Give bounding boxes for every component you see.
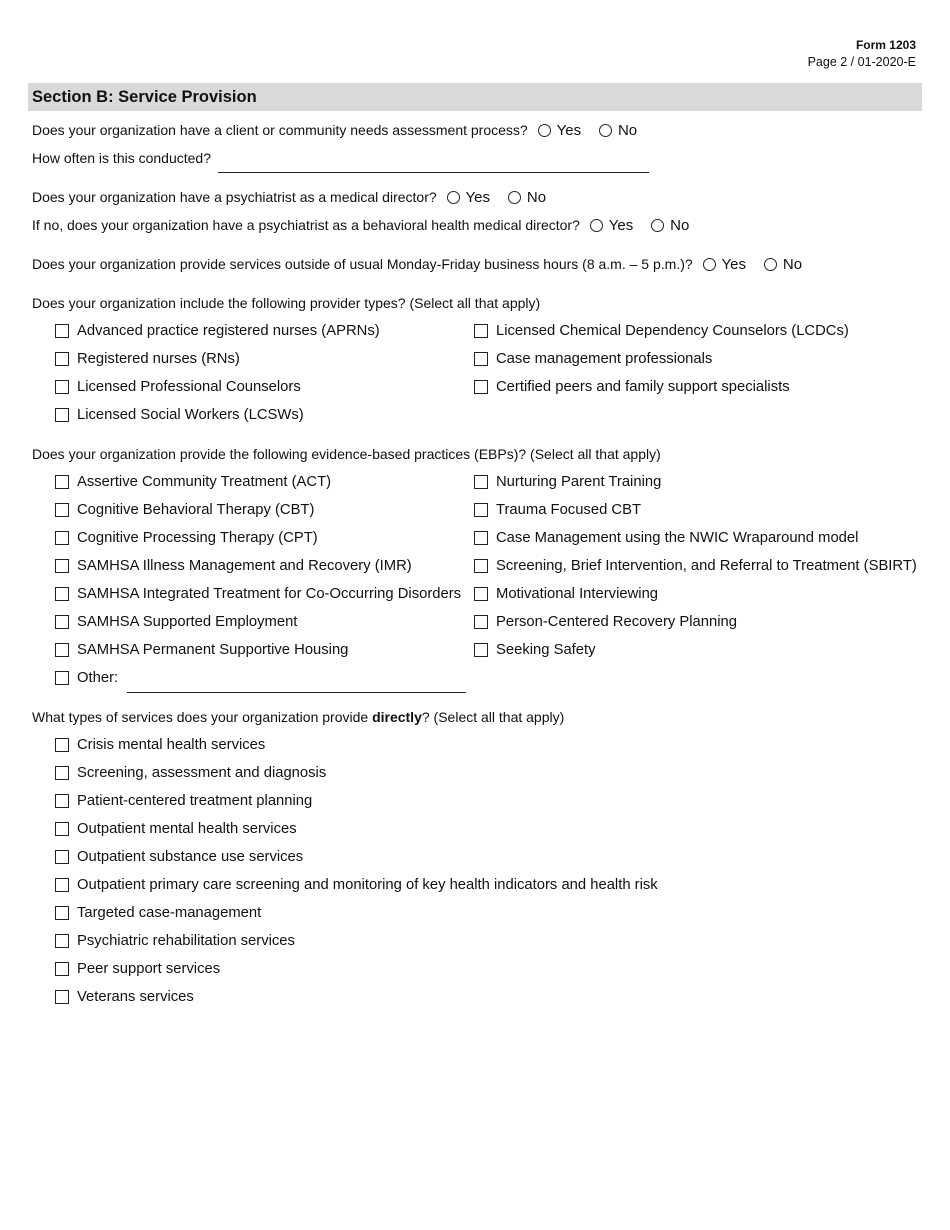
assessment-question — [32, 122, 637, 139]
psychiatrist-yes-option[interactable] — [447, 189, 490, 206]
hours-yes-label: Yes — [721, 256, 747, 273]
checkbox[interactable] — [55, 559, 69, 573]
checkbox-label: Licensed Social Workers (LCSWs) — [77, 407, 304, 423]
checkbox[interactable] — [55, 615, 69, 629]
bh-director-question — [32, 217, 689, 234]
psychiatrist-question-text: Does your organization have a psychiatrist as a medical director? — [32, 189, 437, 205]
bh-director-no-radio[interactable] — [651, 219, 664, 232]
ebp-other-label: Other: — [77, 670, 119, 686]
psychiatrist-no-option[interactable] — [508, 189, 546, 206]
services-question-end: ? (Select all that apply) — [421, 709, 565, 725]
checkbox[interactable] — [474, 643, 488, 657]
how-often-underline — [218, 172, 649, 173]
checkbox-label: Person-Centered Recovery Planning — [496, 614, 737, 630]
checkbox-label: SAMHSA Permanent Supportive Housing — [77, 642, 349, 658]
checkbox-label: SAMHSA Supported Employment — [77, 614, 298, 630]
checkbox-label: Seeking Safety — [496, 642, 596, 658]
bh-director-yes-option[interactable] — [590, 217, 633, 234]
checkbox[interactable] — [474, 531, 488, 545]
hours-question — [32, 256, 802, 273]
checkbox-label: Targeted case-management — [77, 905, 262, 921]
checkbox-label: Assertive Community Treatment (ACT) — [77, 474, 332, 490]
checkbox-label: Crisis mental health services — [77, 737, 266, 753]
checkbox-label: SAMHSA Integrated Treatment for Co-Occurring Disorders — [77, 586, 462, 602]
checkbox[interactable] — [474, 324, 488, 338]
checkbox-label: SAMHSA Illness Management and Recovery (IMR) — [77, 558, 412, 574]
services-question — [32, 709, 564, 725]
bh-director-question-text: If no, does your organization have a psychiatrist as a behavioral health medical director? — [32, 217, 580, 233]
checkbox[interactable] — [55, 475, 69, 489]
bh-director-yes-radio[interactable] — [590, 219, 603, 232]
checkbox-label: Outpatient substance use services — [77, 849, 304, 865]
providers-question: Does your organization include the following provider types? (Select all that apply) — [32, 295, 541, 311]
checkbox[interactable] — [474, 475, 488, 489]
checkbox-label: Registered nurses (RNs) — [77, 351, 240, 367]
psychiatrist-no-label: No — [526, 189, 547, 206]
checkbox[interactable] — [55, 587, 69, 601]
checkbox[interactable] — [55, 671, 69, 685]
bh-director-no-label: No — [670, 217, 690, 234]
checkbox[interactable] — [55, 380, 69, 394]
checkbox-label: Cognitive Processing Therapy (CPT) — [77, 530, 318, 546]
assessment-no-label: No — [617, 122, 638, 139]
assessment-yes-radio[interactable] — [538, 124, 551, 137]
checkbox-label: Advanced practice registered nurses (APRNs) — [77, 323, 380, 339]
checkbox-label: Cognitive Behavioral Therapy (CBT) — [77, 502, 315, 518]
checkbox[interactable] — [55, 643, 69, 657]
checkbox[interactable] — [55, 766, 69, 780]
checkbox[interactable] — [474, 615, 488, 629]
page-number: Page 2 / 01-2020-E — [807, 55, 916, 69]
checkbox[interactable] — [55, 531, 69, 545]
ebps-question: Does your organization provide the following evidence-based practices (EBPs)? (Select all that apply) — [32, 446, 661, 462]
hours-yes-radio[interactable] — [703, 258, 716, 271]
checkbox-label: Trauma Focused CBT — [496, 502, 641, 518]
checkbox[interactable] — [55, 503, 69, 517]
psychiatrist-yes-label: Yes — [465, 189, 491, 206]
hours-no-radio[interactable] — [764, 258, 777, 271]
hours-no-label: No — [782, 256, 803, 273]
checkbox[interactable] — [474, 587, 488, 601]
bh-director-no-option[interactable] — [651, 217, 689, 234]
services-question-start: What types of services does your organization provide — [32, 709, 373, 725]
assessment-no-option[interactable] — [599, 122, 637, 139]
services-question-bold: directly — [372, 709, 422, 725]
checkbox-label: Case management professionals — [496, 351, 713, 367]
how-often-field[interactable] — [218, 150, 648, 168]
ebp-other-field[interactable] — [127, 672, 465, 690]
hours-yes-option[interactable] — [703, 256, 746, 273]
assessment-question-text: Does your organization have a client or community needs assessment process? — [32, 122, 528, 138]
checkbox-label: Nurturing Parent Training — [496, 474, 662, 490]
checkbox[interactable] — [474, 352, 488, 366]
checkbox-label: Outpatient mental health services — [77, 821, 297, 837]
checkbox-label: Psychiatric rehabilitation services — [77, 933, 295, 949]
checkbox[interactable] — [55, 794, 69, 808]
checkbox[interactable] — [55, 352, 69, 366]
checkbox[interactable] — [55, 850, 69, 864]
ebp-other-underline — [127, 692, 466, 693]
checkbox-label: Motivational Interviewing — [496, 586, 659, 602]
checkbox-label: Screening, assessment and diagnosis — [77, 765, 327, 781]
checkbox-label: Certified peers and family support specialists — [496, 379, 790, 395]
checkbox[interactable] — [55, 878, 69, 892]
checkbox[interactable] — [474, 559, 488, 573]
psychiatrist-no-radio[interactable] — [508, 191, 521, 204]
assessment-no-radio[interactable] — [599, 124, 612, 137]
how-often-question — [32, 150, 211, 166]
checkbox[interactable] — [55, 408, 69, 422]
psychiatrist-yes-radio[interactable] — [447, 191, 460, 204]
assessment-yes-option[interactable] — [538, 122, 581, 139]
form-number: Form 1203 — [855, 38, 916, 52]
checkbox-label: Peer support services — [77, 961, 221, 977]
section-title: Section B: Service Provision — [32, 88, 257, 106]
checkbox-label: Screening, Brief Intervention, and Referral to Treatment (SBIRT) — [496, 558, 917, 574]
bh-director-yes-label: Yes — [608, 217, 634, 234]
checkbox[interactable] — [55, 962, 69, 976]
section-header — [28, 83, 922, 111]
how-often-label: How often is this conducted? — [32, 150, 211, 166]
checkbox-label: Licensed Professional Counselors — [77, 379, 301, 395]
hours-question-text: Does your organization provide services outside of usual Monday-Friday business hours (8 a.m. – 5 p.m.)? — [32, 256, 693, 272]
psychiatrist-question — [32, 189, 546, 206]
checkbox-label: Veterans services — [77, 989, 194, 1005]
hours-no-option[interactable] — [764, 256, 802, 273]
checkbox-label: Case Management using the NWIC Wraparound model — [496, 530, 859, 546]
checkbox[interactable] — [55, 934, 69, 948]
checkbox[interactable] — [55, 822, 69, 836]
checkbox-label: Patient-centered treatment planning — [77, 793, 313, 809]
checkbox[interactable] — [474, 380, 488, 394]
checkbox-label: Licensed Chemical Dependency Counselors (LCDCs) — [496, 323, 849, 339]
checkbox[interactable] — [474, 503, 488, 517]
checkbox[interactable] — [55, 990, 69, 1004]
checkbox[interactable] — [55, 738, 69, 752]
assessment-yes-label: Yes — [556, 122, 582, 139]
checkbox-label: Outpatient primary care screening and monitoring of key health indicators and health risk — [77, 877, 658, 893]
checkbox[interactable] — [55, 906, 69, 920]
checkbox[interactable] — [55, 324, 69, 338]
